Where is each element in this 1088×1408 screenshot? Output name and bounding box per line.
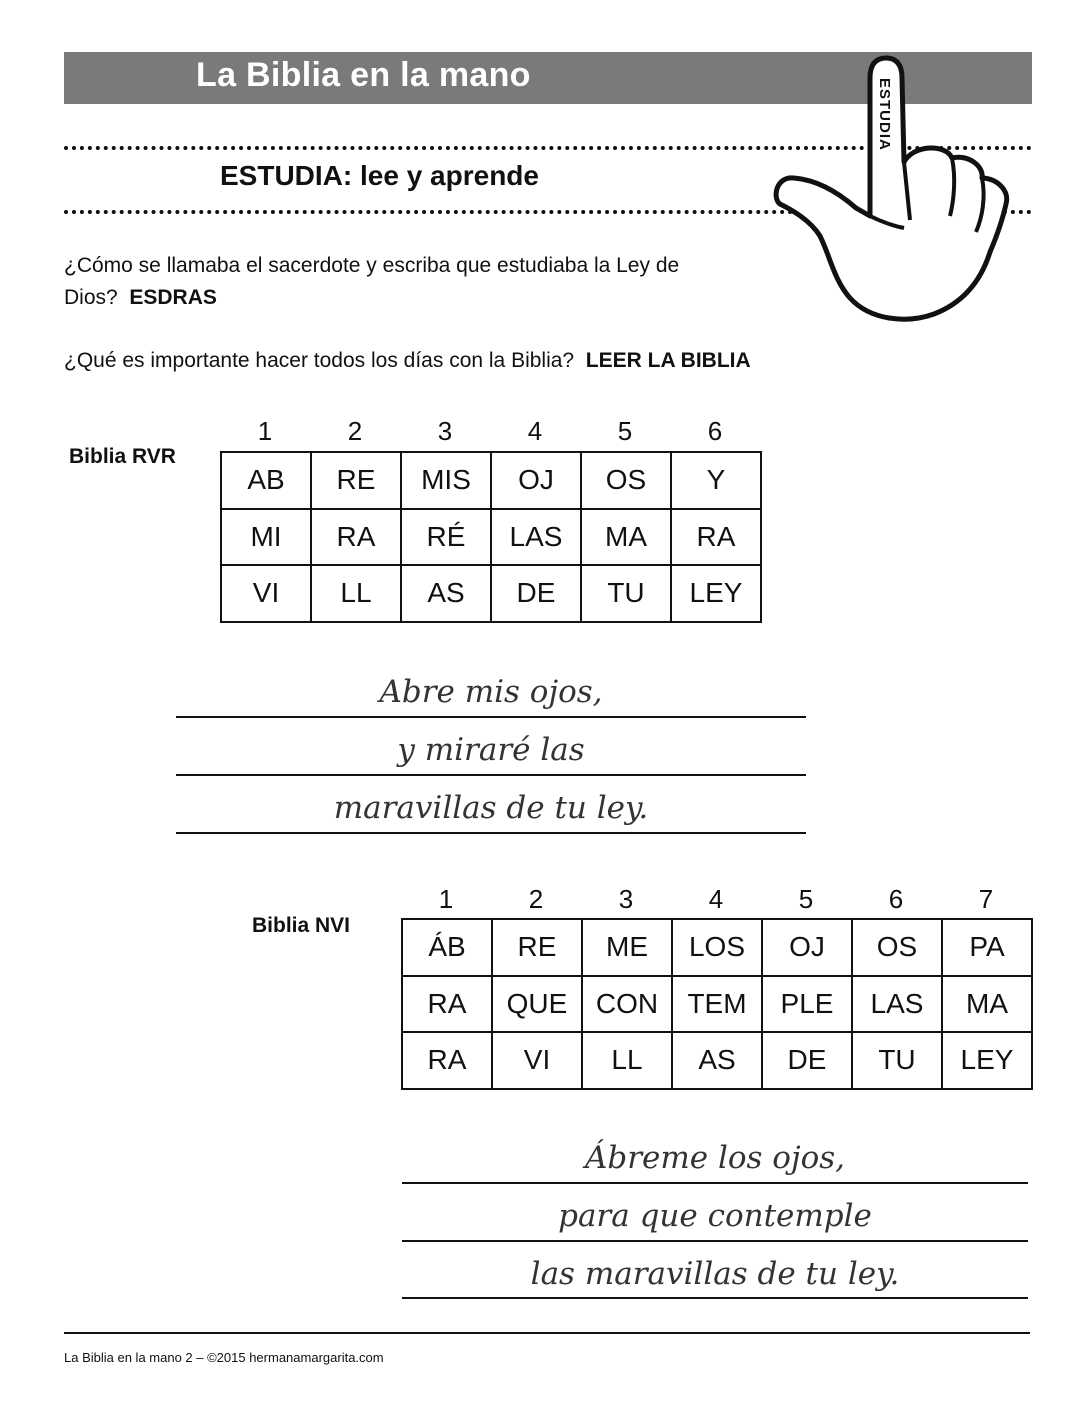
column-number: 4	[708, 884, 724, 914]
writing-line	[176, 832, 806, 834]
syllable-cell: RE	[492, 919, 582, 976]
syllable-cell: LEY	[671, 565, 761, 622]
column-number: 6	[707, 416, 723, 446]
writing-line	[402, 1240, 1028, 1242]
syllable-cell: ME	[582, 919, 672, 976]
footer-divider	[64, 1332, 1030, 1334]
table-row	[402, 1032, 1032, 1089]
syllable-cell: LL	[311, 565, 401, 622]
syllable-cell: LAS	[852, 976, 942, 1033]
syllable-cell: RA	[402, 1032, 492, 1089]
question-daily-practice	[64, 345, 751, 377]
footer-credit: La Biblia en la mano 2 – ©2015 hermanamargarita.com	[64, 1350, 384, 1365]
column-number: 3	[618, 884, 634, 914]
column-number: 4	[527, 416, 543, 446]
nvi-answer-line-3: las maravillas de tu ley.	[530, 1256, 900, 1292]
syllable-cell: TU	[581, 565, 671, 622]
syllable-cell: OJ	[762, 919, 852, 976]
question-text: ¿Qué es importante hacer todos los días con la Biblia?	[64, 349, 575, 372]
table-row	[402, 919, 1032, 976]
syllable-cell: CON	[582, 976, 672, 1033]
syllable-cell: TU	[852, 1032, 942, 1089]
nvi-label: Biblia NVI	[252, 914, 351, 937]
writing-line	[402, 1182, 1028, 1184]
syllable-cell: PA	[942, 919, 1032, 976]
syllable-cell: RA	[671, 509, 761, 566]
table-row	[402, 976, 1032, 1033]
nvi-syllable-grid	[401, 918, 1033, 1090]
syllable-cell: RE	[311, 452, 401, 509]
column-number: 7	[978, 884, 994, 914]
hand-label: ESTUDIA	[876, 78, 893, 151]
question-priest-scribe	[64, 250, 764, 314]
page-title: La Biblia en la mano	[196, 56, 531, 94]
syllable-cell: RÉ	[401, 509, 491, 566]
syllable-cell: PLE	[762, 976, 852, 1033]
writing-line	[176, 716, 806, 718]
writing-line	[402, 1297, 1028, 1299]
writing-line	[176, 774, 806, 776]
syllable-cell: RA	[311, 509, 401, 566]
syllable-cell: LL	[582, 1032, 672, 1089]
question-text: ¿Cómo se llamaba el sacerdote y escriba que estudiaba la Ley de Dios?	[64, 254, 680, 309]
syllable-cell: MIS	[401, 452, 491, 509]
column-number: 3	[437, 416, 453, 446]
syllable-cell: MA	[581, 509, 671, 566]
syllable-cell: TEM	[672, 976, 762, 1033]
syllable-cell: AS	[401, 565, 491, 622]
syllable-cell: QUE	[492, 976, 582, 1033]
rvr-answer-line-1: Abre mis ojos,	[379, 674, 603, 710]
table-row	[221, 509, 761, 566]
column-number: 1	[438, 884, 454, 914]
rvr-answer-line-2: y miraré las	[397, 732, 585, 768]
column-number: 5	[617, 416, 633, 446]
syllable-cell: OS	[852, 919, 942, 976]
syllable-cell: LOS	[672, 919, 762, 976]
table-row	[221, 565, 761, 622]
syllable-cell: VI	[221, 565, 311, 622]
table-row	[221, 452, 761, 509]
syllable-cell: MI	[221, 509, 311, 566]
column-number: 2	[528, 884, 544, 914]
syllable-cell: OS	[581, 452, 671, 509]
syllable-cell: DE	[491, 565, 581, 622]
syllable-cell: LAS	[491, 509, 581, 566]
syllable-cell: MA	[942, 976, 1032, 1033]
section-subtitle: ESTUDIA: lee y aprende	[220, 160, 539, 191]
syllable-cell: AS	[672, 1032, 762, 1089]
syllable-cell: ÁB	[402, 919, 492, 976]
question-answer: LEER LA BIBLIA	[585, 349, 751, 372]
rvr-column-numbers	[220, 416, 760, 447]
rvr-syllable-grid	[220, 451, 762, 623]
nvi-answer-line-2: para que contemple	[558, 1198, 872, 1234]
syllable-cell: AB	[221, 452, 311, 509]
pointing-hand-icon	[770, 52, 1032, 334]
syllable-cell: RA	[402, 976, 492, 1033]
question-answer: ESDRAS	[129, 286, 217, 309]
syllable-cell: DE	[762, 1032, 852, 1089]
syllable-cell: VI	[492, 1032, 582, 1089]
rvr-answer-line-3: maravillas de tu ley.	[333, 790, 649, 826]
column-number: 1	[257, 416, 273, 446]
nvi-column-numbers	[401, 884, 1031, 915]
column-number: 2	[347, 416, 363, 446]
rvr-label: Biblia RVR	[69, 445, 176, 468]
column-number: 5	[798, 884, 814, 914]
syllable-cell: Y	[671, 452, 761, 509]
column-number: 6	[888, 884, 904, 914]
nvi-answer-line-1: Ábreme los ojos,	[584, 1140, 846, 1176]
syllable-cell: LEY	[942, 1032, 1032, 1089]
syllable-cell: OJ	[491, 452, 581, 509]
